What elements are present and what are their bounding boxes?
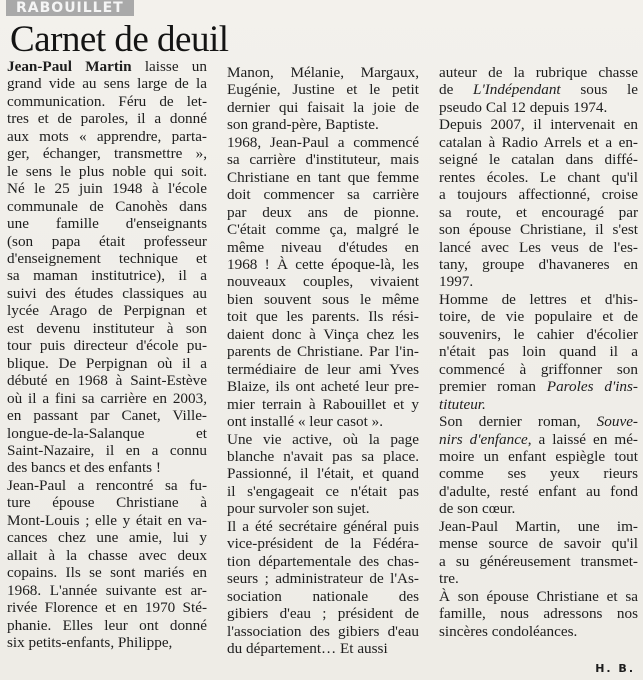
text-line: sincères condoléances. [439,622,578,640]
text-line: daient donc à Vinça chez les [227,325,419,343]
text-line: cances chez une amie, lui y [7,529,207,547]
text-line: 1968. L'année suivante est ar- [7,581,207,599]
text-line: Mont-Louis ; elle y était en va- [7,511,207,529]
text-line: À son épouse Christiane et sa [439,587,638,605]
text-line: Blaize, ils ont acheté leur pre- [227,378,419,396]
article-paragraph [227,518,419,658]
section-label: RABOUILLET [6,0,134,16]
article-paragraph [439,64,638,116]
text-line: Son dernier roman, Souve- [439,413,638,431]
text-line: Une vie active, où la page [227,430,419,448]
article-paragraph [227,64,419,134]
text-line: tany, groupe d'havaneres en [439,255,638,273]
text-line: toit que les parents. Ils rési- [227,308,419,326]
article-column-2 [227,64,419,657]
text-line: de son cœur. [439,500,516,518]
text-line: rivée Florence et en 1970 Sté- [7,599,207,617]
text-line: ture épouse Christiane à [7,494,207,512]
text-line: sa maman institutrice), il a [7,267,207,285]
text-line: Né le 25 juin 1948 à l'école [7,180,207,198]
text-line: catalan à Radio Arrels et a en- [439,133,638,151]
article-paragraph [439,116,638,291]
article-title: Carnet de deuil [10,19,229,60]
article-column-3 [439,64,638,640]
text-line: communale de Canohès dans [7,197,207,215]
text-line: le sens le plus noble qui soit. [7,162,207,180]
text-line: suivi des études classiques au [7,284,207,302]
text-line [7,58,207,75]
text-line: nouveaux couples, vivaient [227,273,419,291]
text-line: du département… Et aussi [227,639,388,657]
article-paragraph [7,477,207,652]
text-line: tres et de paroles, il a donné [7,110,207,128]
text-line: a su généreusement transmet- [439,552,638,570]
text-line: longue-de-la-Salanque et [7,424,207,442]
text-line: est devenu instituteur à son [7,319,207,337]
text-line: tituteur. [439,395,486,413]
text-line: souvenirs, le cahier d'écolier [439,325,638,343]
text-line: sociation nationale des [227,587,419,605]
text-line: sa route, et encouragé par [439,203,638,221]
text-line: (son papa était professeur [7,232,207,250]
text-line: sa carrière d'instituteur, mais [227,151,419,169]
text-line: Jean-Paul a rencontré sa fu- [7,476,207,494]
text-line: Jean-Paul Martin, une im- [439,517,638,535]
text-line: pour survoler son sujet. [227,500,370,518]
text-line: seurs ; administrateur de l'As- [227,570,419,588]
text-line: communication. Féru de let- [7,92,207,110]
text-line: famille, nous adressons nos [439,605,638,623]
text-line: blanche n'avait pas sa place. [227,447,419,465]
article-paragraph [439,413,638,518]
text-line: lancé avec Les veus de l'es- [439,238,638,256]
text-line: où il a fini sa carrière en 2003, [7,389,207,407]
text-line: doit commencer sa carrière [227,186,419,204]
text-line: Eugénie, Justine et le petit [227,81,419,99]
text-line: il s'engageait ce n'était pas [227,482,419,500]
text-line: débuté en 1968 à Saint-Estève [7,372,207,390]
text-line: ont installé « leur casot ». [227,413,384,431]
text-fragment: laisse un [131,58,207,75]
text-line: tour puis directeur d'école pu- [7,337,207,355]
text-line: nirs d'enfance, a laissé en mé- [439,430,638,448]
text-line: a toujours affectionné, croise [439,186,638,204]
text-line: une famille d'enseignants [7,215,207,233]
article-paragraph [227,134,419,431]
text-line: d'enseignement technique et [7,249,207,267]
text-line: pseudo Cal 12 depuis 1974. [439,98,608,116]
text-line: 1968, Jean-Paul a commencé [227,133,419,151]
text-line: aux mots « apprendre, parta- [7,127,207,145]
text-line: gibiers d'eau ; président de [227,605,419,623]
text-line: parents de Christiane. Par l'in- [227,343,419,361]
text-line: lycée Arago de Perpignan et [7,302,207,320]
text-line: d'adulte, resté enfant au fond [439,482,638,500]
text-line: tre. [439,570,459,588]
text-line: en passant par Canet, Ville- [7,407,207,425]
text-line: par deux ans de pionne. [227,203,419,221]
text-line: seigné le catalan dans diffé- [439,151,638,169]
text-line: bien souvent sous le même [227,290,419,308]
text-line: Il a été secrétaire général puis [227,517,419,535]
text-line: de L'Indépendant sous le [439,81,638,99]
article-paragraph [7,58,207,477]
text-line: 1997. [439,273,474,291]
text-line: Homme de lettres et d'his- [439,290,638,308]
lead-name: Jean-Paul Martin [7,58,132,75]
text-line: Saint-Nazaire, il en a connu [7,441,207,459]
author-signature: H. B. [595,662,635,675]
text-line: son grand-père, Baptiste. [227,116,379,134]
article-paragraph [439,518,638,588]
text-line: n'était pas loin quand il a [439,343,638,361]
article-paragraph [439,291,638,413]
article-column-1 [7,58,207,651]
text-line: ger, échanger, transmettre », [7,145,207,163]
text-line: premier roman Paroles d'ins- [439,378,638,396]
text-line: Manon, Mélanie, Margaux, [227,64,419,81]
text-line: des bancs et des enfants ! [7,459,161,477]
text-line: Christiane en tant que femme [227,168,419,186]
text-line: Passionné, il l'était, et quand [227,465,419,483]
text-line: moire un enfant espiègle tout [439,447,638,465]
text-line: Depuis 2007, il intervenait en [439,116,638,134]
text-line: même niveau d'études en [227,238,419,256]
text-line: six petits-enfants, Philippe, [7,633,173,651]
text-line: dernier qui faisait la joie de [227,98,419,116]
text-line: l'association des gibiers d'eau [227,622,419,640]
text-line: allait à la chasse avec deux [7,546,207,564]
article-paragraph [227,431,419,518]
text-line: toire, de vie populaire et de [439,308,638,326]
text-line: 1968 ! À cette époque-là, les [227,255,419,273]
text-line: auteur de la rubrique chasse [439,64,638,81]
article-paragraph [439,588,638,640]
text-line: grand vide au sens large de la [7,75,207,93]
text-line: copains. Ils se sont mariés en [7,564,207,582]
text-line: vice-président de la Fédéra- [227,535,419,553]
text-line: mense source de savoir qu'il [439,535,638,553]
text-line: blique. De Perpignan où il a [7,354,207,372]
text-line: comme ses yeux rieurs [439,465,638,483]
text-line: termédiaire de leur ami Yves [227,360,419,378]
text-line: commencé à griffonner son [439,360,638,378]
text-line: phanie. Elles leur ont donné [7,616,207,634]
text-line: rentes écoles. Le chant qu'il [439,168,638,186]
text-line: tion départementale des chas- [227,552,419,570]
text-line: mier terrain à Rabouillet et y [227,395,419,413]
text-line: C'était comme ça, malgré le [227,221,419,239]
text-line: son épouse Christiane, il s'est [439,221,638,239]
